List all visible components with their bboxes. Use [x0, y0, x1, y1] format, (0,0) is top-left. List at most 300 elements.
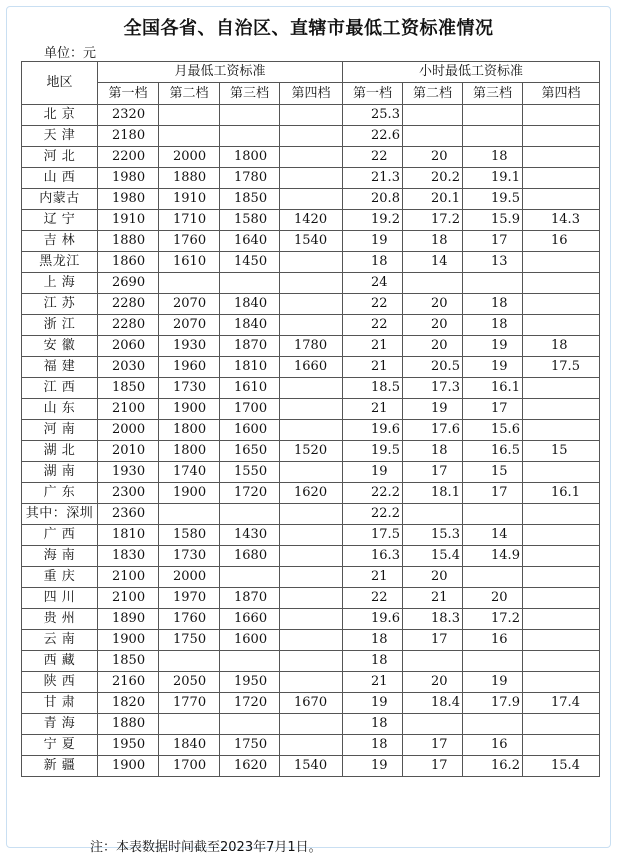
- monthly-wage-tier-1: 2280: [98, 294, 159, 315]
- hourly-wage-tier-3: 19.5: [463, 189, 523, 210]
- monthly-wage-tier-2: [159, 504, 220, 525]
- hourly-wage-tier-1: 18: [343, 252, 403, 273]
- monthly-wage-tier-2: 1910: [159, 189, 220, 210]
- table-row: [22, 147, 600, 168]
- hourly-wage-tier-4: [523, 147, 600, 168]
- region-cell: 其中：深圳: [22, 504, 98, 525]
- hourly-wage-tier-1: 20.8: [343, 189, 403, 210]
- monthly-wage-tier-1: 2000: [98, 420, 159, 441]
- monthly-wage-tier-2: [159, 651, 220, 672]
- hourly-wage-tier-1: 18: [343, 630, 403, 651]
- monthly-wage-tier-4: 1670: [280, 693, 343, 714]
- hourly-wage-tier-3: [463, 105, 523, 126]
- hourly-wage-tier-3: 13: [463, 252, 523, 273]
- monthly-wage-tier-3: 1850: [220, 189, 280, 210]
- hourly-wage-tier-2: [403, 651, 463, 672]
- hourly-wage-tier-3: 17.9: [463, 693, 523, 714]
- hourly-wage-tier-4: [523, 714, 600, 735]
- monthly-wage-tier-1: 2010: [98, 441, 159, 462]
- table-row: [22, 651, 600, 672]
- hourly-wage-tier-4: [523, 399, 600, 420]
- monthly-wage-tier-2: 2000: [159, 567, 220, 588]
- hourly-wage-tier-4: [523, 378, 600, 399]
- monthly-wage-tier-3: [220, 126, 280, 147]
- hourly-wage-tier-1: 19.6: [343, 609, 403, 630]
- region-cell: 江 苏: [22, 294, 98, 315]
- monthly-wage-tier-3: 1780: [220, 168, 280, 189]
- monthly-wage-tier-4: [280, 273, 343, 294]
- monthly-wage-tier-3: [220, 567, 280, 588]
- monthly-wage-tier-4: [280, 609, 343, 630]
- monthly-wage-tier-1: 1850: [98, 378, 159, 399]
- monthly-wage-tier-4: [280, 399, 343, 420]
- table-row: [22, 315, 600, 336]
- monthly-wage-tier-4: [280, 546, 343, 567]
- hourly-wage-tier-2: 21: [403, 588, 463, 609]
- monthly-wage-tier-4: 1540: [280, 231, 343, 252]
- monthly-wage-tier-2: 1760: [159, 231, 220, 252]
- header-hourly-tier-4: 第四档: [523, 83, 600, 105]
- hourly-wage-tier-2: 18: [403, 231, 463, 252]
- monthly-wage-tier-2: 2070: [159, 315, 220, 336]
- table-row: [22, 378, 600, 399]
- region-cell: 甘 肃: [22, 693, 98, 714]
- monthly-wage-tier-3: [220, 714, 280, 735]
- wage-table: [21, 61, 600, 777]
- hourly-wage-tier-1: 19.5: [343, 441, 403, 462]
- monthly-wage-tier-1: 2100: [98, 567, 159, 588]
- hourly-wage-tier-2: 20: [403, 567, 463, 588]
- hourly-wage-tier-3: [463, 567, 523, 588]
- region-cell: 四 川: [22, 588, 98, 609]
- hourly-wage-tier-4: [523, 504, 600, 525]
- monthly-wage-tier-3: [220, 651, 280, 672]
- hourly-wage-tier-2: 15.4: [403, 546, 463, 567]
- header-hourly-tier-1: 第一档: [343, 83, 403, 105]
- monthly-wage-tier-1: 1930: [98, 462, 159, 483]
- monthly-wage-tier-3: 1650: [220, 441, 280, 462]
- hourly-wage-tier-2: 20: [403, 672, 463, 693]
- monthly-wage-tier-4: [280, 105, 343, 126]
- hourly-wage-tier-2: 20: [403, 336, 463, 357]
- monthly-wage-tier-4: 1540: [280, 756, 343, 777]
- hourly-wage-tier-4: [523, 630, 600, 651]
- header-hourly-tier-2: 第二档: [403, 83, 463, 105]
- monthly-wage-tier-3: 1840: [220, 315, 280, 336]
- monthly-wage-tier-4: [280, 252, 343, 273]
- hourly-wage-tier-4: [523, 105, 600, 126]
- table-row: [22, 672, 600, 693]
- table-row: [22, 756, 600, 777]
- monthly-wage-tier-4: 1620: [280, 483, 343, 504]
- table-row: [22, 399, 600, 420]
- hourly-wage-tier-2: 18.4: [403, 693, 463, 714]
- monthly-wage-tier-2: 2000: [159, 147, 220, 168]
- monthly-wage-tier-2: [159, 714, 220, 735]
- hourly-wage-tier-1: 21: [343, 357, 403, 378]
- hourly-wage-tier-2: 20: [403, 294, 463, 315]
- hourly-wage-tier-3: 17: [463, 231, 523, 252]
- monthly-wage-tier-1: 2200: [98, 147, 159, 168]
- hourly-wage-tier-4: [523, 168, 600, 189]
- monthly-wage-tier-3: 1580: [220, 210, 280, 231]
- hourly-wage-tier-3: 15.9: [463, 210, 523, 231]
- hourly-wage-tier-4: 16: [523, 231, 600, 252]
- hourly-wage-tier-4: 17.4: [523, 693, 600, 714]
- header-monthly-tier-3: 第三档: [220, 83, 280, 105]
- monthly-wage-tier-4: [280, 147, 343, 168]
- hourly-wage-tier-2: [403, 273, 463, 294]
- monthly-wage-tier-2: 1880: [159, 168, 220, 189]
- monthly-wage-tier-4: 1780: [280, 336, 343, 357]
- hourly-wage-tier-3: [463, 273, 523, 294]
- page-title: 全国各省、自治区、直辖市最低工资标准情况: [123, 18, 494, 39]
- monthly-wage-tier-2: 1930: [159, 336, 220, 357]
- hourly-wage-tier-1: 19: [343, 231, 403, 252]
- hourly-wage-tier-4: [523, 420, 600, 441]
- monthly-wage-tier-3: 1600: [220, 630, 280, 651]
- hourly-wage-tier-3: 17: [463, 399, 523, 420]
- monthly-wage-tier-4: 1660: [280, 357, 343, 378]
- monthly-wage-tier-4: [280, 504, 343, 525]
- hourly-wage-tier-2: 18: [403, 441, 463, 462]
- monthly-wage-tier-4: [280, 378, 343, 399]
- monthly-wage-tier-2: [159, 126, 220, 147]
- monthly-wage-tier-3: 1720: [220, 693, 280, 714]
- monthly-wage-tier-4: [280, 294, 343, 315]
- monthly-wage-tier-3: 1870: [220, 336, 280, 357]
- monthly-wage-tier-1: 1910: [98, 210, 159, 231]
- hourly-wage-tier-2: 20.5: [403, 357, 463, 378]
- table-row: [22, 210, 600, 231]
- monthly-wage-tier-1: 1980: [98, 189, 159, 210]
- table-row: [22, 630, 600, 651]
- monthly-wage-tier-4: [280, 420, 343, 441]
- hourly-wage-tier-1: 16.3: [343, 546, 403, 567]
- hourly-wage-tier-1: 19.2: [343, 210, 403, 231]
- monthly-wage-tier-4: [280, 189, 343, 210]
- header-region: 地区: [22, 62, 98, 105]
- hourly-wage-tier-1: 21: [343, 672, 403, 693]
- monthly-wage-tier-1: 2360: [98, 504, 159, 525]
- monthly-wage-tier-1: 1890: [98, 609, 159, 630]
- hourly-wage-tier-4: 16.1: [523, 483, 600, 504]
- monthly-wage-tier-2: [159, 273, 220, 294]
- hourly-wage-tier-2: 20.2: [403, 168, 463, 189]
- hourly-wage-tier-3: 16: [463, 735, 523, 756]
- hourly-wage-tier-3: 18: [463, 294, 523, 315]
- monthly-wage-tier-2: 1750: [159, 630, 220, 651]
- monthly-wage-tier-2: 1970: [159, 588, 220, 609]
- hourly-wage-tier-3: 15: [463, 462, 523, 483]
- hourly-wage-tier-2: [403, 714, 463, 735]
- monthly-wage-tier-1: 2030: [98, 357, 159, 378]
- table-row: [22, 504, 600, 525]
- region-cell: 河 北: [22, 147, 98, 168]
- table-row: [22, 588, 600, 609]
- hourly-wage-tier-3: 19: [463, 357, 523, 378]
- monthly-wage-tier-4: [280, 168, 343, 189]
- monthly-wage-tier-1: 2060: [98, 336, 159, 357]
- monthly-wage-tier-2: 1730: [159, 546, 220, 567]
- monthly-wage-tier-3: 1840: [220, 294, 280, 315]
- hourly-wage-tier-1: 21: [343, 567, 403, 588]
- monthly-wage-tier-1: 2280: [98, 315, 159, 336]
- hourly-wage-tier-2: [403, 504, 463, 525]
- hourly-wage-tier-4: [523, 462, 600, 483]
- monthly-wage-tier-1: 1860: [98, 252, 159, 273]
- hourly-wage-tier-1: 21: [343, 399, 403, 420]
- hourly-wage-tier-2: [403, 105, 463, 126]
- monthly-wage-tier-4: [280, 630, 343, 651]
- table-row: [22, 126, 600, 147]
- table-row: [22, 693, 600, 714]
- hourly-wage-tier-4: [523, 546, 600, 567]
- hourly-wage-tier-3: 19: [463, 336, 523, 357]
- hourly-wage-tier-4: [523, 126, 600, 147]
- monthly-wage-tier-1: 1900: [98, 756, 159, 777]
- monthly-wage-tier-2: 1800: [159, 441, 220, 462]
- header-monthly-tier-2: 第二档: [159, 83, 220, 105]
- region-cell: 黑龙江: [22, 252, 98, 273]
- table-row: [22, 462, 600, 483]
- table-row: [22, 735, 600, 756]
- hourly-wage-tier-1: 22: [343, 315, 403, 336]
- hourly-wage-tier-1: 18: [343, 714, 403, 735]
- monthly-wage-tier-1: 1850: [98, 651, 159, 672]
- monthly-wage-tier-4: [280, 462, 343, 483]
- hourly-wage-tier-4: [523, 189, 600, 210]
- hourly-wage-tier-1: 22: [343, 294, 403, 315]
- hourly-wage-tier-2: 15.3: [403, 525, 463, 546]
- hourly-wage-tier-2: 17: [403, 630, 463, 651]
- hourly-wage-tier-4: [523, 735, 600, 756]
- table-row: [22, 420, 600, 441]
- hourly-wage-tier-2: 18.3: [403, 609, 463, 630]
- hourly-wage-tier-1: 19: [343, 756, 403, 777]
- region-cell: 安 徽: [22, 336, 98, 357]
- monthly-wage-tier-4: [280, 672, 343, 693]
- hourly-wage-tier-4: [523, 567, 600, 588]
- hourly-wage-tier-3: 16: [463, 630, 523, 651]
- hourly-wage-tier-3: [463, 126, 523, 147]
- monthly-wage-tier-1: 2180: [98, 126, 159, 147]
- monthly-wage-tier-4: [280, 714, 343, 735]
- monthly-wage-tier-4: [280, 315, 343, 336]
- hourly-wage-tier-1: 24: [343, 273, 403, 294]
- region-cell: 浙 江: [22, 315, 98, 336]
- hourly-wage-tier-3: 19: [463, 672, 523, 693]
- monthly-wage-tier-2: 2050: [159, 672, 220, 693]
- table-row: [22, 714, 600, 735]
- monthly-wage-tier-4: [280, 525, 343, 546]
- region-cell: 西 藏: [22, 651, 98, 672]
- hourly-wage-tier-2: 17.3: [403, 378, 463, 399]
- region-cell: 贵 州: [22, 609, 98, 630]
- monthly-wage-tier-2: 1840: [159, 735, 220, 756]
- table-row: [22, 546, 600, 567]
- monthly-wage-tier-2: 1900: [159, 399, 220, 420]
- hourly-wage-tier-4: [523, 315, 600, 336]
- hourly-wage-tier-4: 15.4: [523, 756, 600, 777]
- region-cell: 宁 夏: [22, 735, 98, 756]
- hourly-wage-tier-3: 20: [463, 588, 523, 609]
- monthly-wage-tier-1: 1980: [98, 168, 159, 189]
- table-row: [22, 273, 600, 294]
- monthly-wage-tier-2: 1580: [159, 525, 220, 546]
- hourly-wage-tier-2: 17: [403, 462, 463, 483]
- region-cell: 湖 北: [22, 441, 98, 462]
- monthly-wage-tier-1: 2690: [98, 273, 159, 294]
- monthly-wage-tier-2: 2070: [159, 294, 220, 315]
- region-cell: 辽 宁: [22, 210, 98, 231]
- hourly-wage-tier-4: 18: [523, 336, 600, 357]
- region-cell: 新 疆: [22, 756, 98, 777]
- monthly-wage-tier-4: [280, 651, 343, 672]
- hourly-wage-tier-4: 15: [523, 441, 600, 462]
- hourly-wage-tier-2: 20: [403, 315, 463, 336]
- hourly-wage-tier-1: 19.6: [343, 420, 403, 441]
- region-cell: 山 东: [22, 399, 98, 420]
- monthly-wage-tier-2: 1730: [159, 378, 220, 399]
- table-row: [22, 609, 600, 630]
- monthly-wage-tier-3: 1720: [220, 483, 280, 504]
- hourly-wage-tier-3: 16.5: [463, 441, 523, 462]
- hourly-wage-tier-2: 14: [403, 252, 463, 273]
- table-row: [22, 189, 600, 210]
- region-cell: 青 海: [22, 714, 98, 735]
- table-row: [22, 441, 600, 462]
- hourly-wage-tier-1: 18: [343, 651, 403, 672]
- hourly-wage-tier-3: 17.2: [463, 609, 523, 630]
- monthly-wage-tier-1: 2320: [98, 105, 159, 126]
- hourly-wage-tier-3: 17: [463, 483, 523, 504]
- hourly-wage-tier-1: 19: [343, 693, 403, 714]
- hourly-wage-tier-4: [523, 273, 600, 294]
- hourly-wage-tier-4: 17.5: [523, 357, 600, 378]
- monthly-wage-tier-3: 1700: [220, 399, 280, 420]
- region-cell: 北 京: [22, 105, 98, 126]
- header-monthly: 月最低工资标准: [98, 62, 343, 83]
- table-row: [22, 252, 600, 273]
- header-hourly-tier-3: 第三档: [463, 83, 523, 105]
- hourly-wage-tier-3: 14: [463, 525, 523, 546]
- monthly-wage-tier-4: [280, 735, 343, 756]
- hourly-wage-tier-2: [403, 126, 463, 147]
- hourly-wage-tier-4: [523, 294, 600, 315]
- hourly-wage-tier-2: 20.1: [403, 189, 463, 210]
- region-cell: 天 津: [22, 126, 98, 147]
- monthly-wage-tier-1: 1900: [98, 630, 159, 651]
- monthly-wage-tier-1: 1810: [98, 525, 159, 546]
- monthly-wage-tier-2: 1610: [159, 252, 220, 273]
- monthly-wage-tier-3: [220, 273, 280, 294]
- hourly-wage-tier-4: [523, 252, 600, 273]
- monthly-wage-tier-2: 1740: [159, 462, 220, 483]
- table-row: [22, 168, 600, 189]
- monthly-wage-tier-4: 1420: [280, 210, 343, 231]
- region-cell: 广 西: [22, 525, 98, 546]
- region-cell: 内蒙古: [22, 189, 98, 210]
- region-cell: 山 西: [22, 168, 98, 189]
- monthly-wage-tier-4: [280, 567, 343, 588]
- hourly-wage-tier-3: 19.1: [463, 168, 523, 189]
- table-row: [22, 357, 600, 378]
- hourly-wage-tier-4: [523, 588, 600, 609]
- hourly-wage-tier-1: 22.2: [343, 483, 403, 504]
- monthly-wage-tier-4: [280, 588, 343, 609]
- region-cell: 重 庆: [22, 567, 98, 588]
- hourly-wage-tier-3: 16.1: [463, 378, 523, 399]
- table-row: [22, 105, 600, 126]
- hourly-wage-tier-1: 22: [343, 588, 403, 609]
- monthly-wage-tier-3: 1950: [220, 672, 280, 693]
- region-cell: 上 海: [22, 273, 98, 294]
- hourly-wage-tier-4: [523, 672, 600, 693]
- monthly-wage-tier-3: 1620: [220, 756, 280, 777]
- hourly-wage-tier-3: 18: [463, 315, 523, 336]
- monthly-wage-tier-3: 1430: [220, 525, 280, 546]
- hourly-wage-tier-2: 17.6: [403, 420, 463, 441]
- monthly-wage-tier-3: 1750: [220, 735, 280, 756]
- region-cell: 福 建: [22, 357, 98, 378]
- monthly-wage-tier-2: 1900: [159, 483, 220, 504]
- hourly-wage-tier-1: 25.3: [343, 105, 403, 126]
- hourly-wage-tier-2: 17: [403, 756, 463, 777]
- monthly-wage-tier-2: [159, 105, 220, 126]
- hourly-wage-tier-4: [523, 651, 600, 672]
- monthly-wage-tier-1: 2160: [98, 672, 159, 693]
- header-hourly: 小时最低工资标准: [343, 62, 600, 83]
- monthly-wage-tier-3: [220, 504, 280, 525]
- monthly-wage-tier-2: 1760: [159, 609, 220, 630]
- region-cell: 海 南: [22, 546, 98, 567]
- hourly-wage-tier-4: 14.3: [523, 210, 600, 231]
- monthly-wage-tier-1: 1830: [98, 546, 159, 567]
- monthly-wage-tier-3: 1640: [220, 231, 280, 252]
- hourly-wage-tier-2: 18.1: [403, 483, 463, 504]
- region-cell: 云 南: [22, 630, 98, 651]
- table-row: [22, 567, 600, 588]
- hourly-wage-tier-2: 17: [403, 735, 463, 756]
- monthly-wage-tier-1: 1820: [98, 693, 159, 714]
- region-cell: 广 东: [22, 483, 98, 504]
- hourly-wage-tier-3: 14.9: [463, 546, 523, 567]
- monthly-wage-tier-1: 2300: [98, 483, 159, 504]
- monthly-wage-tier-2: 1770: [159, 693, 220, 714]
- monthly-wage-tier-1: 1880: [98, 714, 159, 735]
- hourly-wage-tier-1: 18.5: [343, 378, 403, 399]
- header-monthly-tier-1: 第一档: [98, 83, 159, 105]
- hourly-wage-tier-3: [463, 651, 523, 672]
- monthly-wage-tier-3: [220, 105, 280, 126]
- hourly-wage-tier-1: 18: [343, 735, 403, 756]
- hourly-wage-tier-3: 15.6: [463, 420, 523, 441]
- monthly-wage-tier-3: 1660: [220, 609, 280, 630]
- hourly-wage-tier-3: [463, 504, 523, 525]
- hourly-wage-tier-2: 19: [403, 399, 463, 420]
- monthly-wage-tier-3: 1800: [220, 147, 280, 168]
- hourly-wage-tier-4: [523, 525, 600, 546]
- header-monthly-tier-4: 第四档: [280, 83, 343, 105]
- region-cell: 江 西: [22, 378, 98, 399]
- hourly-wage-tier-1: 22: [343, 147, 403, 168]
- monthly-wage-tier-1: 2100: [98, 588, 159, 609]
- hourly-wage-tier-4: [523, 609, 600, 630]
- hourly-wage-tier-1: 21.3: [343, 168, 403, 189]
- hourly-wage-tier-1: 21: [343, 336, 403, 357]
- footnote: 注：本表数据时间截至2023年7月1日。: [90, 840, 322, 854]
